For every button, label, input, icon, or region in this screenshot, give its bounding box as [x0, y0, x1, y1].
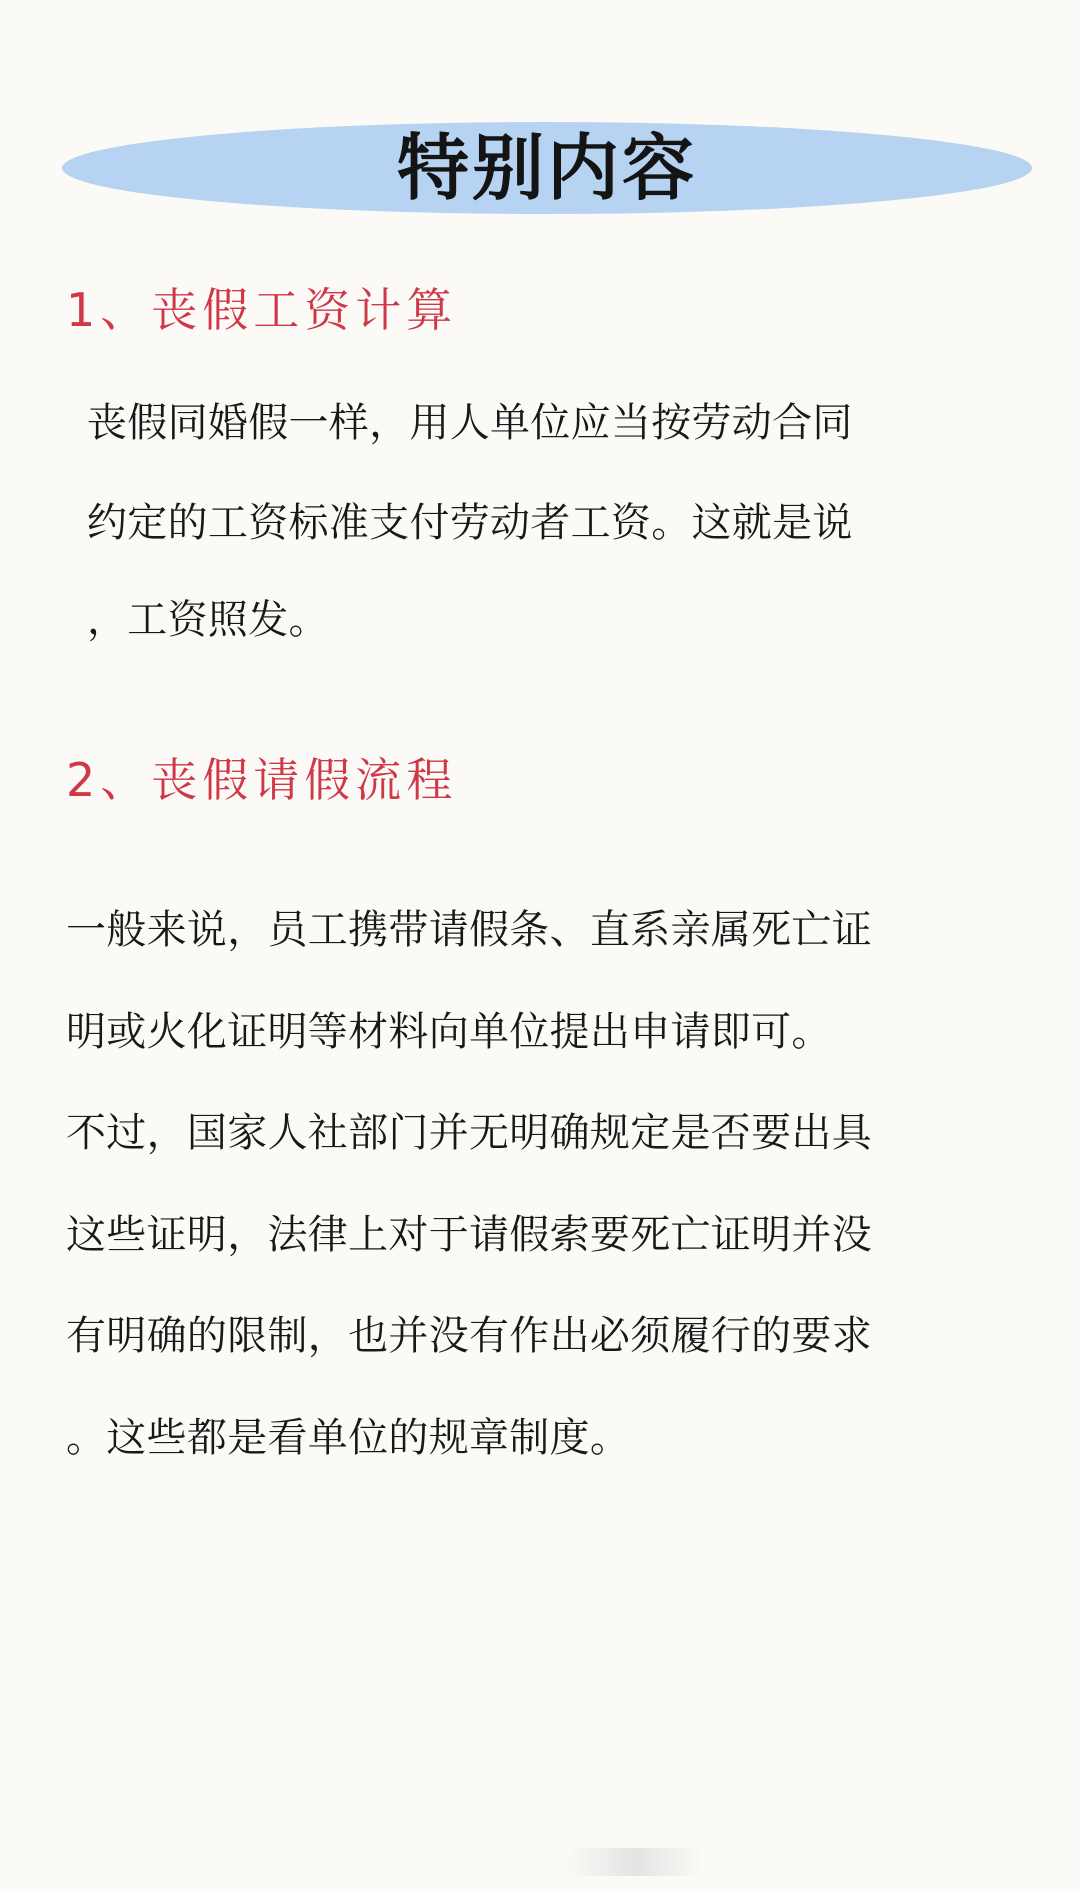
page-title: 特别内容	[396, 126, 697, 210]
section-2-line-2: 明或火化证明等材料向单位提出申请即可。	[66, 1009, 832, 1055]
section-2-line-3: 不过，国家人社部门并无明确规定是否要出具	[66, 1110, 872, 1156]
section-1-line-2: 约定的工资标准支付劳动者工资。这就是说	[87, 500, 853, 546]
section-1-line-3: ，工资照发。	[87, 597, 329, 643]
section-2-line-6: 。这些都是看单位的规章制度。	[66, 1415, 631, 1461]
title-banner	[62, 122, 1032, 214]
section-2-line-5: 有明确的限制，也并没有作出必须履行的要求	[66, 1313, 872, 1359]
section-1-line-1: 丧假同婚假一样，用人单位应当按劳动合同	[87, 400, 853, 446]
section-2-line-4: 这些证明，法律上对于请假索要死亡证明并没	[66, 1212, 872, 1258]
section-2-line-1: 一般来说，员工携带请假条、直系亲属死亡证	[66, 907, 872, 953]
watermark	[565, 1848, 705, 1876]
section-heading-1: 1、丧假工资计算	[66, 283, 458, 337]
section-heading-2: 2、丧假请假流程	[66, 753, 458, 807]
